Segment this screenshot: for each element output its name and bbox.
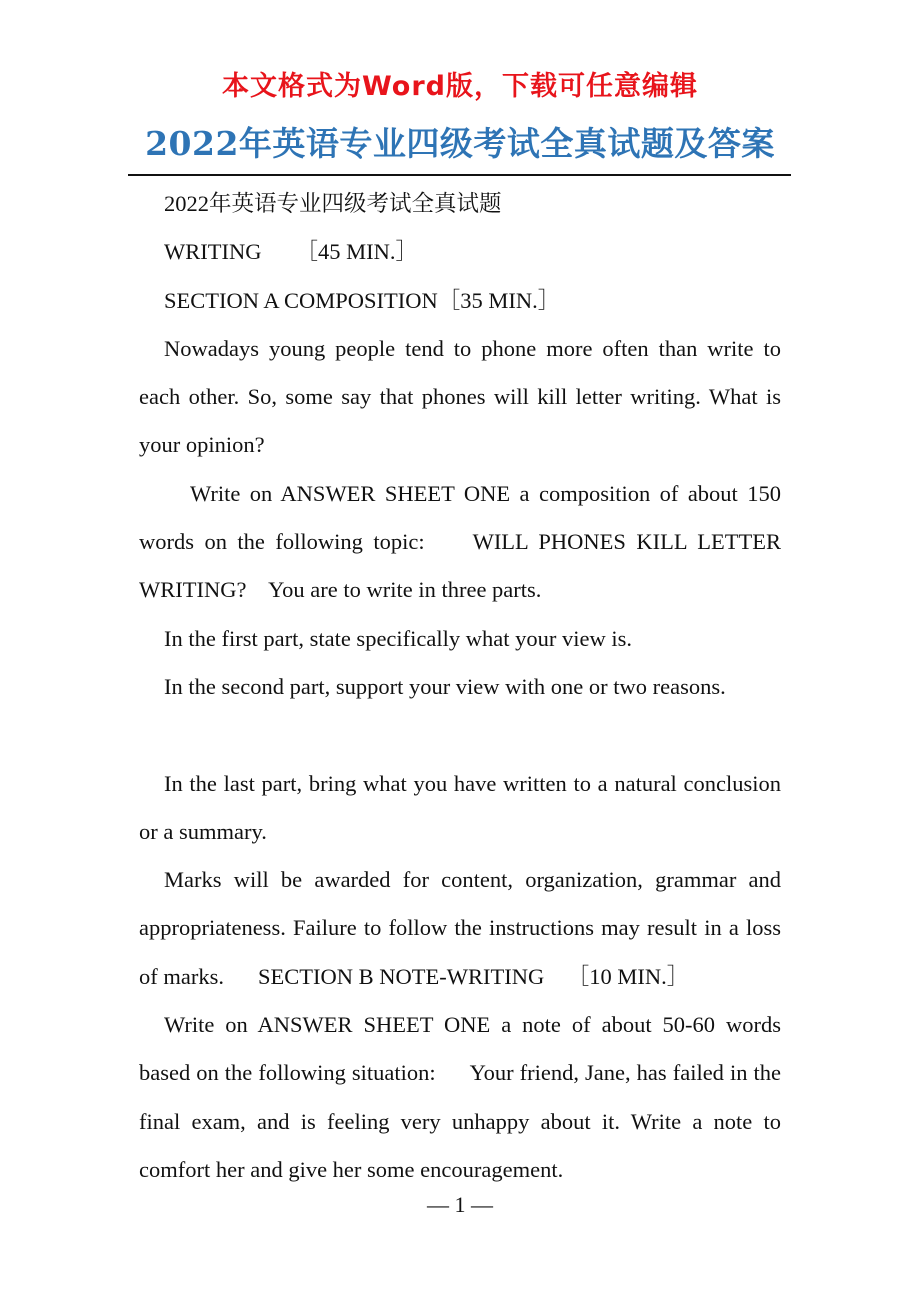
note-situation: Your friend, Jane, has failed in the final exam, and is feeling very unhappy about it. Write a note to comfort her and give her some encouragement. (139, 1060, 781, 1182)
note-instructions: Write on ANSWER SHEET ONE a note of about 50-60 words based on the following situation: (139, 1012, 781, 1086)
marking-note: Marks will be awarded for content, organization, grammar and appropriateness. Failure to follow the instructions may result in a loss of marks. (139, 867, 781, 989)
marking-paragraph (139, 856, 781, 1001)
composition-instructions-paragraph (139, 470, 781, 615)
section-a-heading: SECTION A COMPOSITION［35 MIN.］ (164, 287, 561, 313)
last-part-instruction: In the last part, bring what you have written to a natural conclusion or a summary. (139, 770, 781, 844)
word-format-banner: 本文格式为Word版，下载可任意编辑 (221, 71, 698, 102)
document-body (139, 180, 781, 1194)
composition-prompt-paragraph: Nowadays young people tend to phone more often than write to each other. So, some say that phones will kill letter writing. What is your opinion? (139, 335, 781, 458)
document-title: 2022年英语专业四级考试全真试题及答案 (145, 124, 775, 163)
section-b-heading: SECTION B NOTE-WRITING (257, 963, 545, 989)
page-number: — 1 — (427, 1192, 493, 1217)
blank-line (139, 711, 781, 759)
composition-instructions: Write on ANSWER SHEET ONE a composition of about 150 words on the following topic: (139, 480, 781, 555)
section-b-time: ［10 MIN.］ (566, 963, 690, 989)
exam-heading: 2022年英语专业四级考试全真试题 (164, 191, 502, 216)
writing-label: WRITING (164, 239, 262, 265)
second-part-instruction: In the second part, support your view with one or two reasons. (164, 673, 726, 699)
writing-section-heading (139, 228, 781, 276)
writing-time: ［45 MIN.］ (295, 239, 418, 265)
note-writing-paragraph (139, 1001, 781, 1194)
composition-parts-note: You are to write in three parts. (268, 577, 542, 603)
composition-topic: WILL PHONES KILL LETTER WRITING? (139, 529, 781, 603)
first-part-instruction: In the first part, state specifically what your view is. (164, 625, 632, 651)
title-divider (128, 174, 791, 176)
